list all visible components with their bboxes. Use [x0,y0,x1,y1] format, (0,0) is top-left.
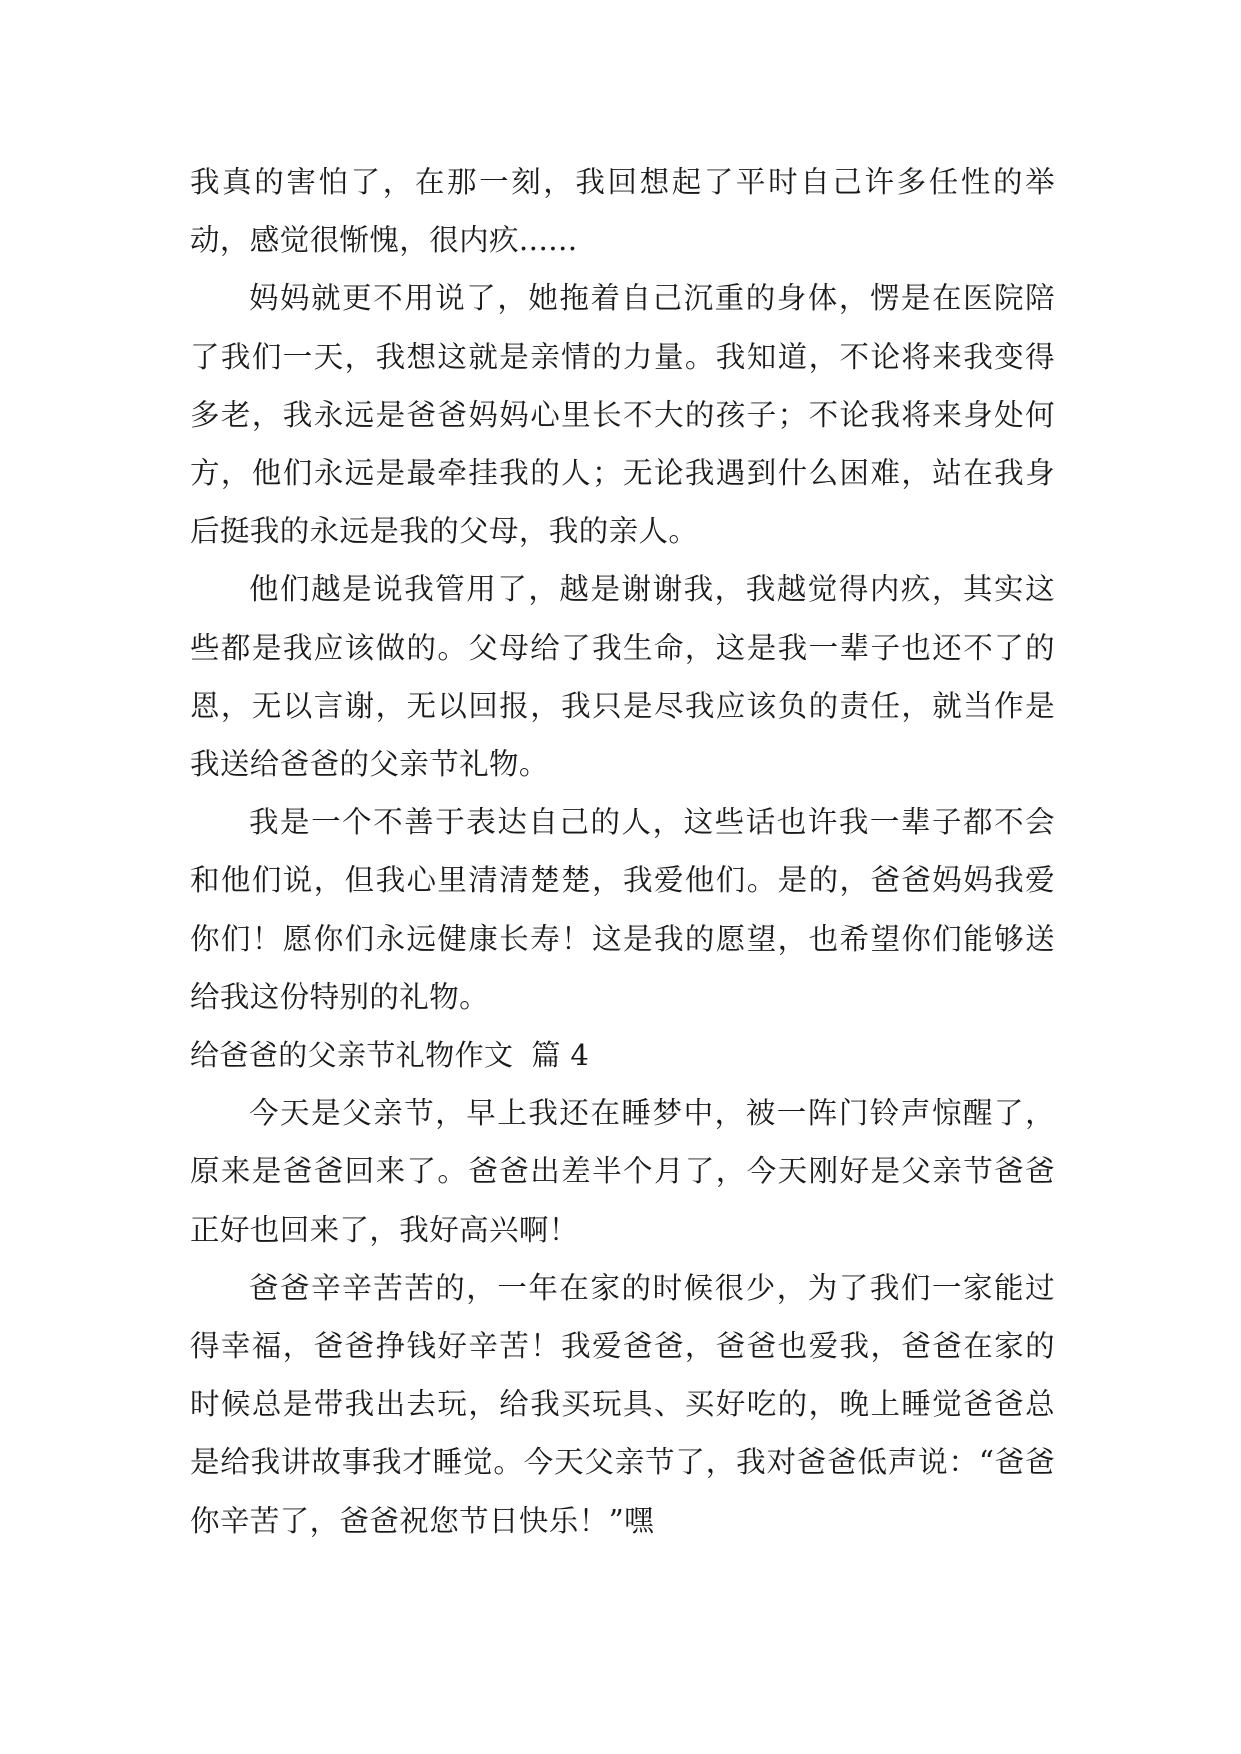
section-heading-number: 篇 4 [531,1038,590,1073]
paragraph: 今天是父亲节，早上我还在睡梦中，被一阵门铃声惊醒了，原来是爸爸回来了。爸爸出差半个月了，今天刚好是父亲节爸爸正好也回来了，我好高兴啊！ [190,1096,1055,1247]
paragraph-continuation: 我真的害怕了，在那一刻，我回想起了平时自己许多任性的举动，感觉很惭愧，很内疚...... [190,165,1055,258]
section-heading [190,1026,1055,1084]
paragraph: 妈妈就更不用说了，她拖着自己沉重的身体，愣是在医院陪了我们一天，我想这就是亲情的力量。我知道，不论将来我变得多老，我永远是爸爸妈妈心里长不大的孩子；不论我将来身处何方，他们永远是最牵挂我的人；无论我遇到什么困难，站在我身后挺我的永远是我的父母，我的亲人。 [190,281,1055,549]
paragraph: 我是一个不善于表达自己的人，这些话也许我一辈子都不会和他们说，但我心里清清楚楚，我爱他们。是的，爸爸妈妈我爱你们！愿你们永远健康长寿！这是我的愿望，也希望你们能够送给我这份特别的礼物。 [190,805,1055,1014]
paragraph: 他们越是说我管用了，越是谢谢我，我越觉得内疚，其实这些都是我应该做的。父母给了我生命，这是我一辈子也还不了的恩，无以言谢，无以回报，我只是尽我应该负的责任，就当作是我送给爸爸的父亲节礼物。 [190,572,1055,782]
document-page [190,153,1055,1550]
paragraph: 爸爸辛辛苦苦的，一年在家的时候很少，为了我们一家能过得幸福，爸爸挣钱好辛苦！我爱爸爸，爸爸也爱我，爸爸在家的时候总是带我出去玩，给我买玩具、买好吃的，晚上睡觉爸爸总是给我讲故事我才睡觉。今天父亲节了，我对爸爸低声说：“爸爸你辛苦了，爸爸祝您节日快乐！”嘿 [190,1270,1055,1538]
section-heading-title: 给爸爸的父亲节礼物作文 [190,1038,514,1073]
